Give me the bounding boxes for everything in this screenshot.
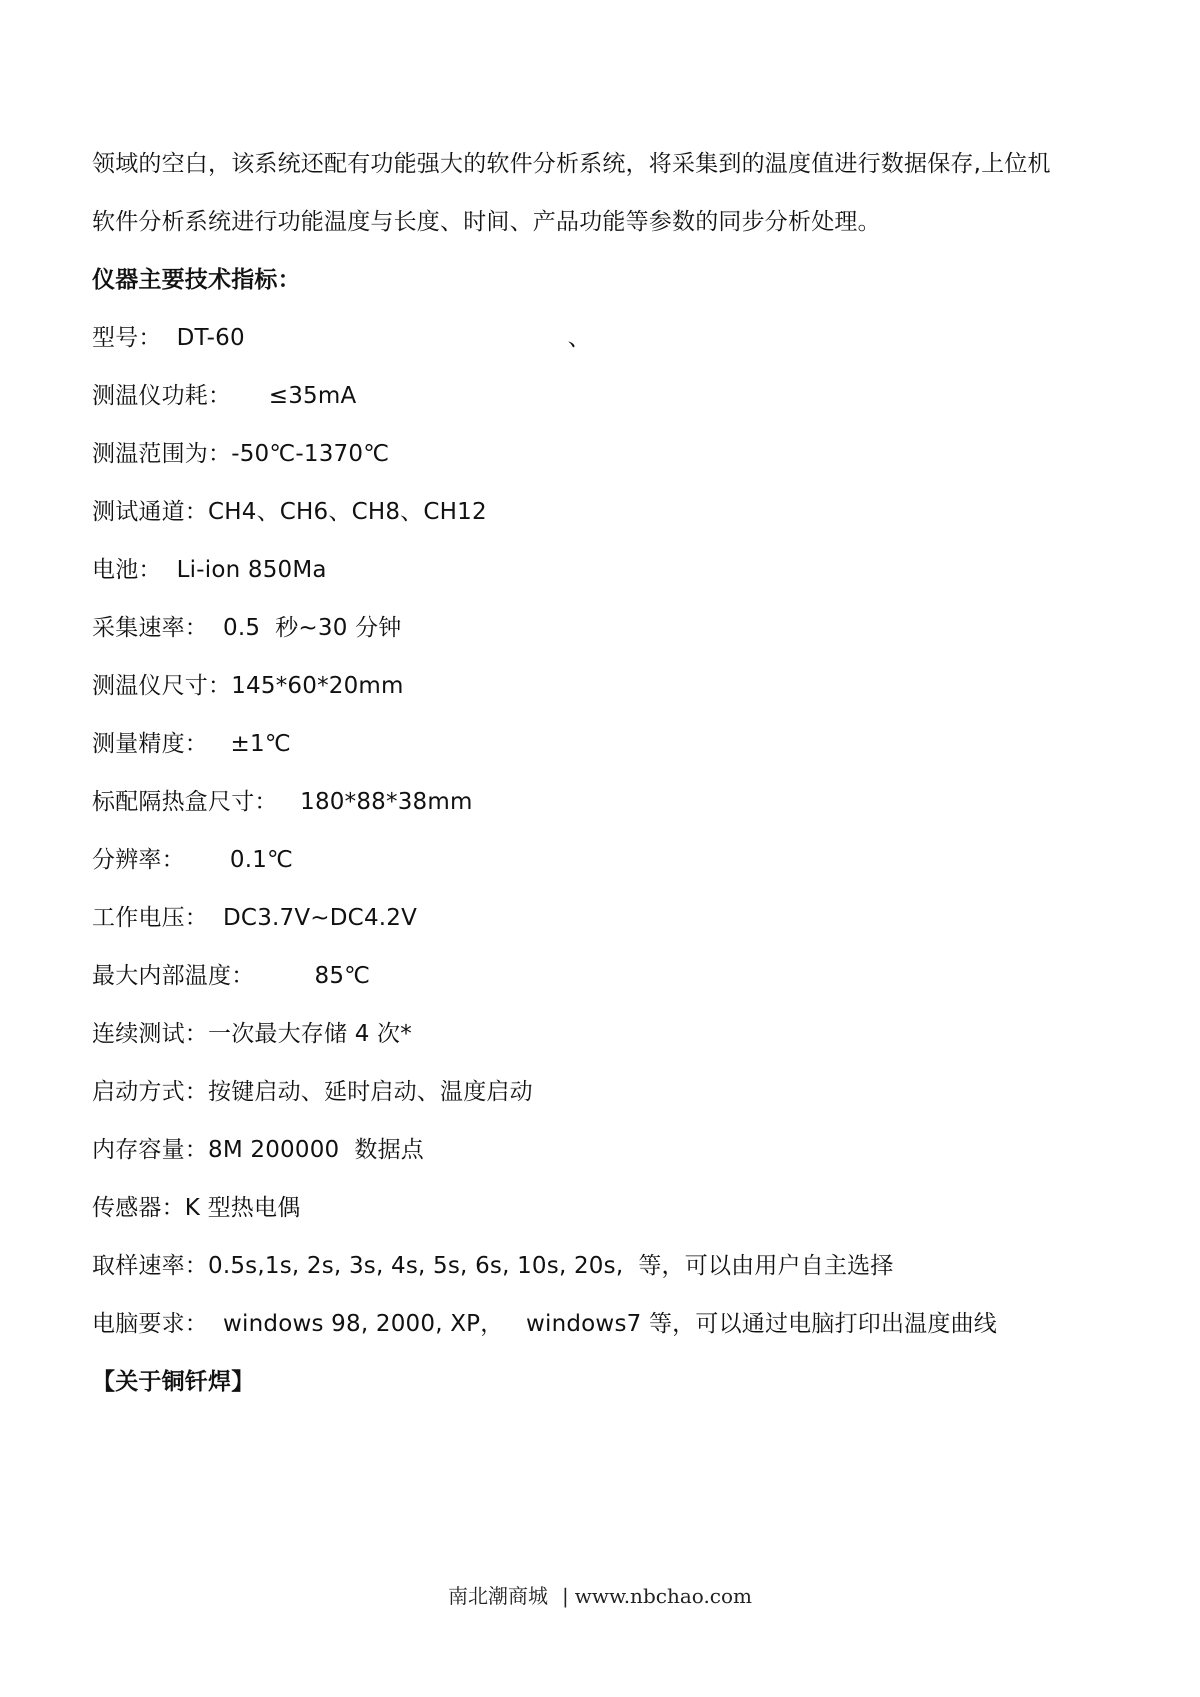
spec-accuracy: 测量精度： ±1℃ [92, 731, 291, 757]
spec-device-size: 测温仪尺寸：145*60*20mm [92, 673, 404, 699]
spec-insulation-box-size: 标配隔热盒尺寸： 180*88*38mm [92, 789, 473, 815]
footer-url[interactable]: www.nbchao.com [574, 1584, 753, 1608]
spec-max-internal-temperature: 最大内部温度： 85℃ [92, 963, 371, 989]
spec-temperature-range: 测温范围为：-50℃-1370℃ [92, 441, 390, 467]
spec-sensor: 传感器：K 型热电偶 [92, 1195, 301, 1221]
page-footer [0, 1580, 1200, 1609]
spec-resolution: 分辨率： 0.1℃ [92, 847, 294, 873]
section-heading-copper-brazing: 【关于铜钎焊】 [92, 1369, 255, 1395]
spec-sampling-rate: 采集速率： 0.5 秒~30 分钟 [92, 615, 402, 641]
spec-memory-capacity: 内存容量：8M 200000 数据点 [92, 1137, 425, 1163]
footer-separator: | [561, 1584, 569, 1608]
paragraph-line-2: 软件分析系统进行功能温度与长度、时间、产品功能等参数的同步分析处理。 [92, 209, 881, 235]
spec-battery: 电池： Li-ion 850Ma [92, 557, 327, 583]
spec-power-consumption: 测温仪功耗： ≤35mA [92, 383, 357, 409]
spec-operating-voltage: 工作电压： DC3.7V~DC4.2V [92, 905, 418, 931]
spec-test-channels: 测试通道：CH4、CH6、CH8、CH12 [92, 499, 487, 525]
spec-continuous-test: 连续测试：一次最大存储 4 次* [92, 1021, 412, 1047]
paragraph-line-1: 领域的空白，该系统还配有功能强大的软件分析系统，将采集到的温度值进行数据保存,上位机 [92, 151, 1051, 177]
spec-sampling-speed: 取样速率：0.5s,1s, 2s, 3s, 4s, 5s, 6s, 10s, 20s, 等，可以由用户自主选择 [92, 1253, 894, 1279]
footer-site-name: 南北潮商城 [447, 1584, 548, 1608]
specs-heading: 仪器主要技术指标： [92, 267, 301, 293]
spec-start-mode: 启动方式：按键启动、延时启动、温度启动 [92, 1079, 533, 1105]
spec-model: 型号： DT-60 、 [92, 325, 592, 351]
spec-computer-requirements: 电脑要求： windows 98, 2000, XP， windows7 等，可以通过电脑打印出温度曲线 [92, 1311, 997, 1337]
